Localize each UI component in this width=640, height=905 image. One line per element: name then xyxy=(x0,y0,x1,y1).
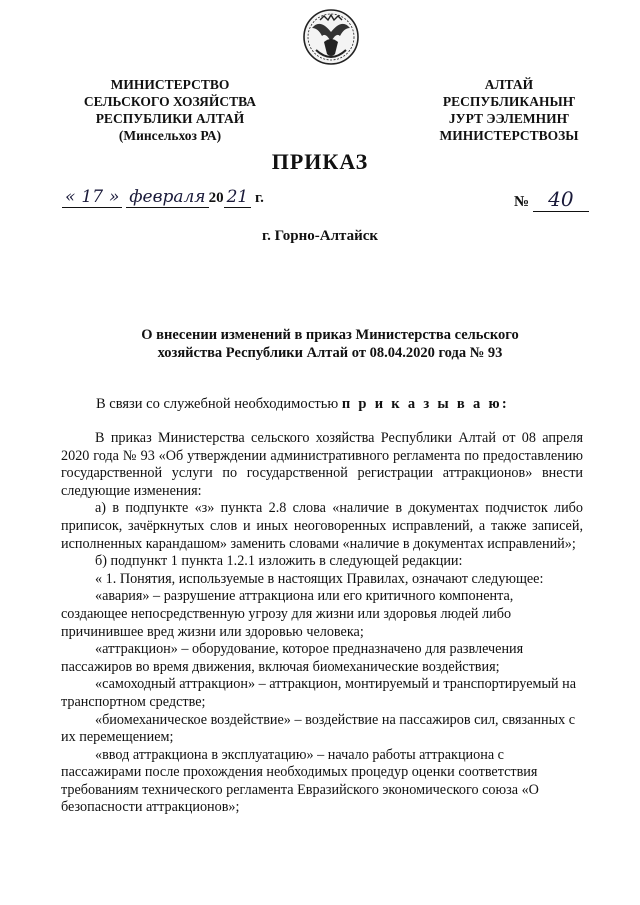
definition-line: создающее непосредственную угрозу для жизни или здоровья людей либо xyxy=(61,605,512,622)
header-left-line: РЕСПУБЛИКИ АЛТАЙ xyxy=(95,111,245,126)
document-body xyxy=(61,430,583,817)
definition-line: пассажирами после прохождения необходимых процедур оценки соответствия xyxy=(61,764,538,781)
order-date xyxy=(62,187,264,207)
paragraph-intro: В приказ Министерства сельского хозяйства Республики Алтай от 08 апреля 2020 года № 93 «Об утверждении административного регламента по предоставлению государственной услуги по государственной регистрации аттракционов» внести следующие изменения: xyxy=(61,430,583,499)
paragraph-item-b: б) подпункт 1 пункта 1.2.1 изложить в следующей редакции: xyxy=(95,553,463,570)
definition-line: их перемещением; xyxy=(61,729,174,746)
order-number xyxy=(514,187,589,212)
document-title: ПРИКАЗ xyxy=(271,149,369,174)
date-month: февраля xyxy=(126,187,208,208)
header-left-line: СЕЛЬСКОГО ХОЗЯЙСТВА xyxy=(83,94,257,109)
order-emphasis: п р и к а з ы в а ю: xyxy=(341,396,509,412)
order-clause xyxy=(96,396,509,413)
header-left-line: МИНИСТЕРСТВО xyxy=(110,77,230,92)
definition-line: «самоходный аттракцион» – аттракцион, монтируемый и транспортируемый на xyxy=(95,676,577,693)
order-subject: О внесении изменений в приказ Министерства сельского хозяйства Республики Алтай от 08.04.2020 года № 93 xyxy=(141,327,519,361)
definition-line: «ввод аттракциона в эксплуатацию» – начало работы аттракциона с xyxy=(95,746,504,763)
date-close-quote: » xyxy=(106,187,122,208)
paragraph-item-a: а) в подпункте «з» пункта 2.8 слова «наличие в документах подчисток либо приписок, зачёркнутых слов и иных неоговоренных исправлений, а также записей, исполненных карандашом» заменить словами «наличие в документах исправлений»; xyxy=(61,500,583,552)
date-day: 17 xyxy=(78,187,106,208)
header-left-line: (Минсельхоз РА) xyxy=(118,128,222,143)
number-value: 40 xyxy=(533,187,589,212)
date-year-mark: г. xyxy=(254,190,264,206)
number-label: № xyxy=(514,194,530,210)
header-right-line: ЈУРТ ЭЭЛЕМНИҤ xyxy=(448,111,570,126)
definition-line: причинившее вред жизни или здоровью человека; xyxy=(61,623,364,640)
header-ministry-altai xyxy=(394,76,624,144)
definition-line: «аттракцион» – оборудование, которое предназначено для развлечения xyxy=(95,641,524,658)
header-right-line: МИНИСТЕРСТВОЗЫ xyxy=(439,128,579,143)
date-open-quote: « xyxy=(62,187,78,208)
date-year-prefix: 20 xyxy=(208,190,224,206)
header-right-line: РЕСПУБЛИКАНЫҤ xyxy=(442,94,576,109)
header-right-line: АЛТАЙ xyxy=(484,77,534,92)
definition-line: «авария» – разрушение аттракциона или его критичного компонента, xyxy=(95,588,514,605)
header-ministry-russian xyxy=(55,76,285,144)
definition-line: безопасности аттракционов»; xyxy=(61,799,240,816)
definition-line: «биомеханическое воздействие» – воздействие на пассажиров сил, связанных с xyxy=(95,711,576,728)
definition-line: требованиям технического регламента Евразийского экономического союза «О xyxy=(61,781,539,798)
coat-of-arms-icon xyxy=(302,6,360,68)
city: г. Горно-Алтайск xyxy=(261,228,379,244)
definition-line: транспортном средстве; xyxy=(61,693,206,710)
paragraph-clause-1: « 1. Понятия, используемые в настоящих Правилах, означают следующее: xyxy=(95,570,544,587)
definition-line: пассажиров во время движения, включая биомеханические воздействия; xyxy=(61,658,500,675)
order-text: В связи со служебной необходимостью xyxy=(96,396,339,412)
date-year-suffix: 21 xyxy=(224,187,252,208)
